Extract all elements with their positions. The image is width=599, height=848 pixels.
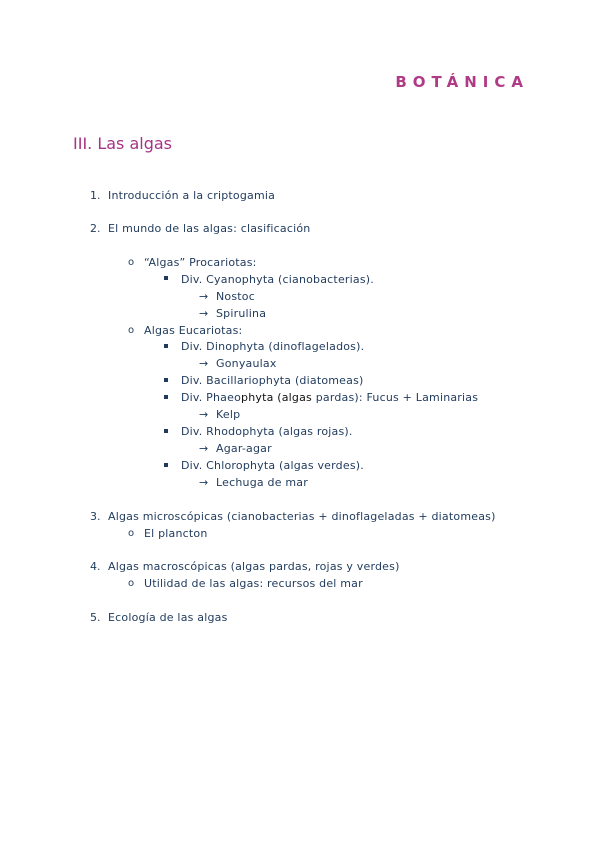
- page-header: BOTÁNICA: [395, 73, 529, 91]
- item-number: 1.: [90, 189, 101, 202]
- example-lechuga: Lechuga de mar: [216, 476, 308, 489]
- arrow-icon: →: [199, 307, 209, 320]
- eucariotas-label: Algas Eucariotas:: [144, 324, 243, 337]
- example-kelp: Kelp: [216, 408, 241, 421]
- circle-bullet-icon: o: [128, 257, 135, 268]
- circle-bullet-icon: o: [128, 325, 135, 336]
- item-text: Introducción a la criptogamia: [108, 189, 276, 202]
- square-bullet-icon: [164, 463, 168, 467]
- chlorophyta-text: Div. Chlorophyta (algas verdes).: [181, 459, 364, 472]
- phaeophyta-text: Div. Phaeophyta (algas pardas): Fucus + Laminarias: [181, 391, 479, 404]
- example-agar: Agar-agar: [216, 442, 272, 455]
- arrow-icon: →: [199, 290, 209, 303]
- square-bullet-icon: [164, 378, 168, 382]
- item-number: 3.: [90, 510, 101, 523]
- arrow-icon: →: [199, 408, 209, 421]
- example-spirulina: Spirulina: [216, 307, 267, 320]
- example-nostoc: Nostoc: [216, 290, 255, 303]
- item-number: 4.: [90, 560, 101, 573]
- square-bullet-icon: [164, 429, 168, 433]
- item-text: Algas macroscópicas (algas pardas, rojas y verdes): [108, 560, 400, 573]
- arrow-icon: →: [199, 442, 209, 455]
- dinophyta-text: Div. Dinophyta (dinoflagelados).: [181, 340, 365, 353]
- item-text: El mundo de las algas: clasificación: [108, 222, 311, 235]
- circle-bullet-icon: o: [128, 578, 135, 589]
- plancton-text: El plancton: [144, 527, 208, 540]
- arrow-icon: →: [199, 476, 209, 489]
- circle-bullet-icon: o: [128, 528, 135, 539]
- arrow-icon: →: [199, 357, 209, 370]
- example-gonyaulax: Gonyaulax: [216, 357, 277, 370]
- utilidad-text: Utilidad de las algas: recursos del mar: [144, 577, 363, 590]
- square-bullet-icon: [164, 395, 168, 399]
- item-number: 5.: [90, 611, 101, 624]
- bacillariophyta-text: Div. Bacillariophyta (diatomeas): [181, 374, 364, 387]
- procariotas-label: “Algas” Procariotas:: [144, 256, 257, 269]
- square-bullet-icon: [164, 344, 168, 348]
- section-title: III. Las algas: [73, 134, 173, 153]
- cyanophyta-text: Div. Cyanophyta (cianobacterias).: [181, 273, 374, 286]
- square-bullet-icon: [164, 276, 168, 280]
- rhodophyta-text: Div. Rhodophyta (algas rojas).: [181, 425, 353, 438]
- item-number: 2.: [90, 222, 101, 235]
- item-text: Ecología de las algas: [108, 611, 228, 624]
- item-text: Algas microscópicas (cianobacterias + dinoflageladas + diatomeas): [108, 510, 496, 523]
